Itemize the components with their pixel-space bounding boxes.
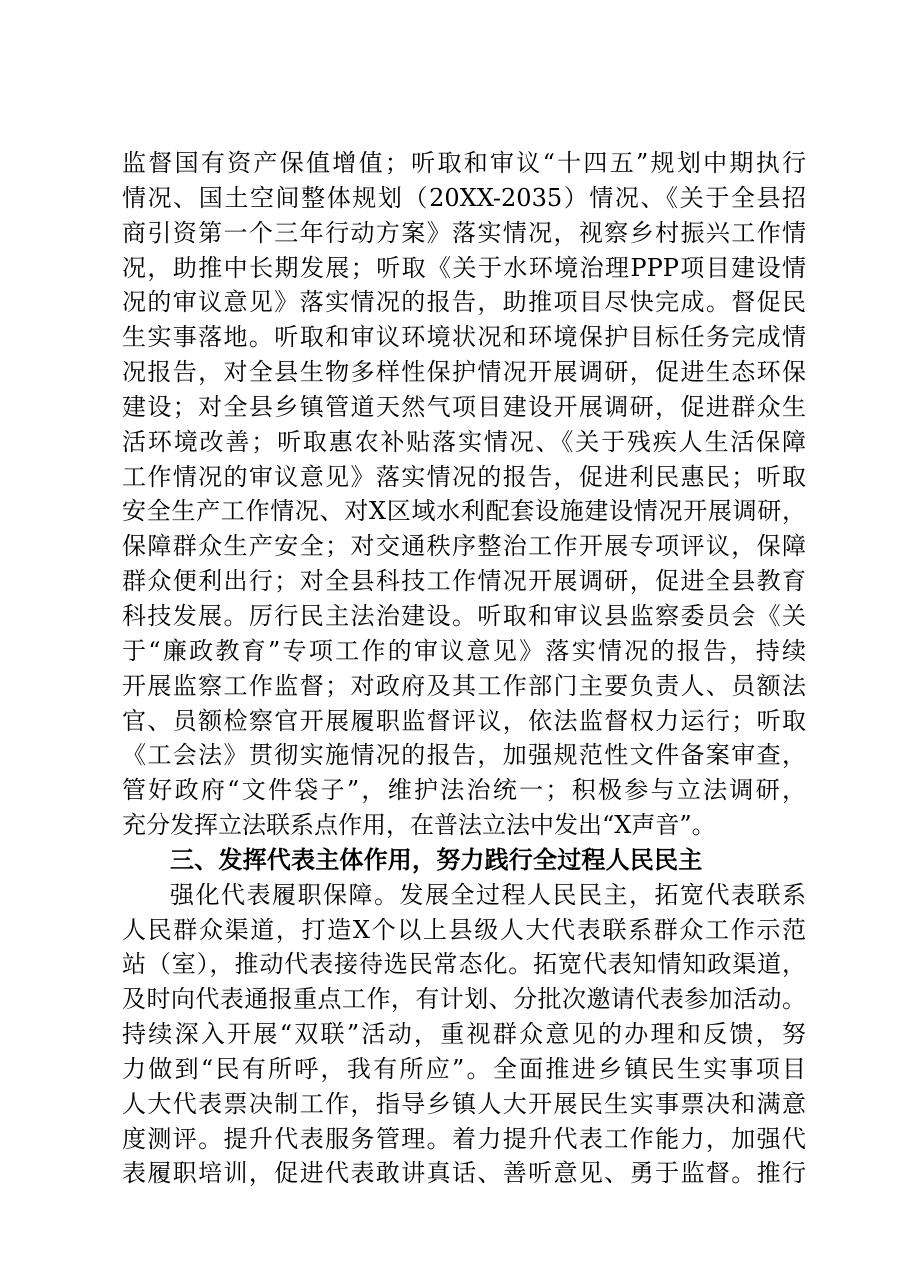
text-line: 况，助推中长期发展；听取《关于水环境治理PPP项目建设情 xyxy=(122,253,806,282)
text-line: 况报告，对全县生物多样性保护情况开展调研，促进生态环保 xyxy=(122,358,806,387)
text-line: 建设；对全县乡镇管道天然气项目建设开展调研，促进群众生 xyxy=(122,392,806,421)
text-line: 及时向代表通报重点工作，有计划、分批次邀请代表参加活动。 xyxy=(122,985,806,1014)
text-line: 度测评。提升代表服务管理。着力提升代表工作能力，加强代 xyxy=(122,1124,806,1153)
text-line: 况的审议意见》落实情况的报告，助推项目尽快完成。督促民 xyxy=(122,288,806,317)
section-heading: 三、发挥代表主体作用，努力践行全过程人民民主 xyxy=(170,845,703,874)
text-line: 站（室），推动代表接待选民常态化。拓宽代表知情知政渠道， xyxy=(122,950,806,979)
text-line: 活环境改善；听取惠农补贴落实情况、《关于残疾人生活保障 xyxy=(122,427,806,456)
text-line: 表履职培训，促进代表敢讲真话、善听意见、勇于监督。推行 xyxy=(122,1159,806,1188)
text-line: 人民群众渠道，打造X个以上县级人大代表联系群众工作示范 xyxy=(122,915,806,944)
text-line: 强化代表履职保障。发展全过程人民民主，拓宽代表联系 xyxy=(170,880,806,909)
text-line: 官、员额检察官开展履职监督评议，依法监督权力运行；听取 xyxy=(122,706,806,735)
paragraph-oversight xyxy=(122,146,806,843)
text-line: 充分发挥立法联系点作用，在普法立法中发出“X声音”。 xyxy=(122,811,716,840)
text-line: 监督国有资产保值增值；听取和审议“十四五”规划中期执行 xyxy=(122,149,806,177)
text-line: 力做到“民有所呼，我有所应”。全面推进乡镇民生实事项目 xyxy=(122,1054,806,1083)
text-line: 情况、国土空间整体规划（20XX-2035）情况、《关于全县招 xyxy=(122,183,806,212)
text-line: 生实事落地。听取和审议环境状况和环境保护目标任务完成情 xyxy=(122,323,806,352)
text-line: 开展监察工作监督；对政府及其工作部门主要负责人、员额法 xyxy=(122,671,806,700)
text-line: 《工会法》贯彻实施情况的报告，加强规范性文件备案审查， xyxy=(122,741,806,770)
paragraph-deputies xyxy=(122,878,806,1192)
text-line: 于“廉政教育”专项工作的审议意见》落实情况的报告，持续 xyxy=(122,636,806,665)
text-line: 商引资第一个三年行动方案》落实情况，视察乡村振兴工作情 xyxy=(122,218,806,247)
text-line: 人大代表票决制工作，指导乡镇人大开展民生实事票决和满意 xyxy=(122,1089,806,1118)
text-line: 管好政府“文件袋子”，维护法治统一；积极参与立法调研， xyxy=(122,776,806,805)
text-line: 工作情况的审议意见》落实情况的报告，促进利民惠民；听取 xyxy=(122,462,806,491)
text-line: 保障群众生产安全；对交通秩序整治工作开展专项评议，保障 xyxy=(122,532,806,561)
text-line: 群众便利出行；对全县科技工作情况开展调研，促进全县教育 xyxy=(122,567,806,596)
text-line: 科技发展。厉行民主法治建设。听取和审议县监察委员会《关 xyxy=(122,601,806,630)
text-line: 安全生产工作情况、对X区域水利配套设施建设情况开展调研， xyxy=(122,497,806,526)
document-body xyxy=(122,146,806,1191)
text-line: 持续深入开展“双联”活动，重视群众意见的办理和反馈，努 xyxy=(122,1020,806,1049)
